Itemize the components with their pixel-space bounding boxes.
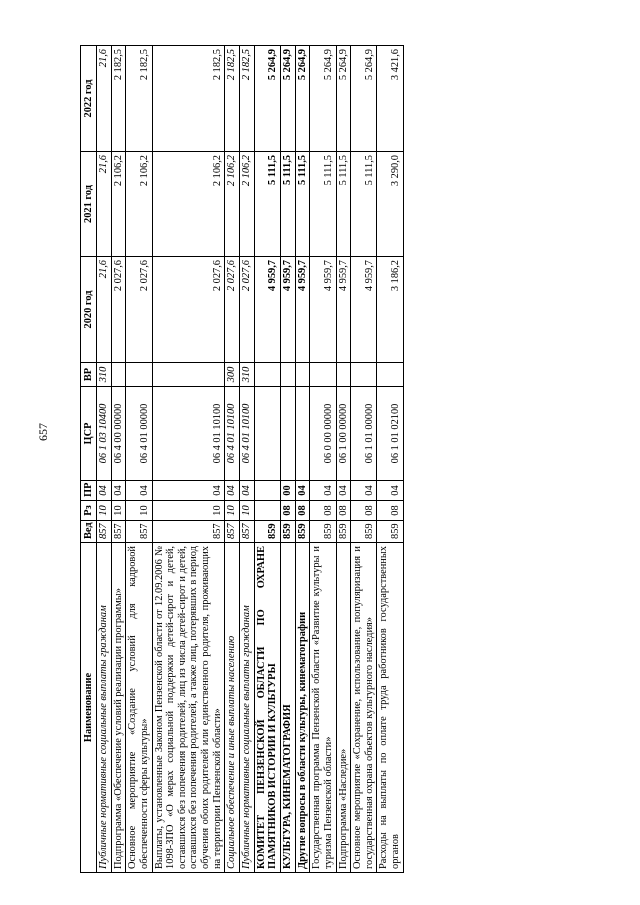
- table-header-row: [81, 46, 97, 873]
- cell-rz: 10: [225, 501, 240, 521]
- cell-name: Основное мероприятие «Сохранение, использование, популяризация и государственная охрана объектов культурного наследия»: [351, 543, 377, 873]
- cell-csr: [280, 387, 295, 481]
- header-ved: Вед: [81, 521, 97, 543]
- cell-ved: 857: [152, 521, 225, 543]
- cell-2022: 5 264,9: [336, 46, 351, 152]
- cell-ved: 859: [351, 521, 377, 543]
- cell-2022: 2 182,5: [225, 46, 240, 152]
- cell-csr: 06 4 01 10100: [152, 387, 225, 481]
- cell-vr: [126, 363, 152, 387]
- header-name: Наименование: [81, 543, 97, 873]
- cell-name: Подпрограмма «Обеспечение условий реализации программы»: [111, 543, 126, 873]
- cell-ved: 857: [240, 521, 255, 543]
- cell-name: Публичные нормативные социальные выплаты гражданам: [240, 543, 255, 873]
- cell-2020: 21,6: [97, 257, 112, 363]
- cell-2021: 2 106,2: [225, 152, 240, 257]
- table-body: [97, 46, 404, 873]
- cell-2022: 2 182,5: [152, 46, 225, 152]
- table-row: [351, 46, 377, 873]
- header-pr: ПР: [81, 481, 97, 501]
- cell-2021: 5 111,5: [254, 152, 280, 257]
- budget-table: [80, 45, 404, 873]
- cell-2022: 5 264,9: [280, 46, 295, 152]
- table-row: [280, 46, 295, 873]
- cell-pr: 04: [310, 481, 336, 501]
- cell-rz: 08: [351, 501, 377, 521]
- table-row: [152, 46, 225, 873]
- cell-2020: 4 959,7: [310, 257, 336, 363]
- cell-ved: 859: [336, 521, 351, 543]
- cell-2022: 5 264,9: [310, 46, 336, 152]
- cell-2021: 5 111,5: [280, 152, 295, 257]
- table-row: [310, 46, 336, 873]
- cell-rz: 10: [240, 501, 255, 521]
- cell-vr: [295, 363, 310, 387]
- cell-name: Основное мероприятие «Создание условий для кадровой обеспеченности сферы культуры»: [126, 543, 152, 873]
- cell-ved: 859: [295, 521, 310, 543]
- cell-pr: 04: [351, 481, 377, 501]
- cell-rz: 10: [97, 501, 112, 521]
- cell-2020: 2 027,6: [240, 257, 255, 363]
- cell-2021: 3 290,0: [377, 152, 403, 257]
- cell-2021: 5 111,5: [351, 152, 377, 257]
- cell-csr: 06 4 01 10100: [240, 387, 255, 481]
- header-2020: 2020 год: [81, 257, 97, 363]
- cell-2020: 4 959,7: [336, 257, 351, 363]
- cell-pr: 04: [97, 481, 112, 501]
- cell-2022: 21,6: [97, 46, 112, 152]
- cell-name: Социальное обеспечение и иные выплаты населению: [225, 543, 240, 873]
- cell-pr: [254, 481, 280, 501]
- cell-pr: 04: [377, 481, 403, 501]
- cell-vr: [280, 363, 295, 387]
- cell-2020: 4 959,7: [295, 257, 310, 363]
- cell-csr: 06 1 00 00000: [336, 387, 351, 481]
- cell-2022: 2 182,5: [240, 46, 255, 152]
- cell-name: Другие вопросы в области культуры, кинематографии: [295, 543, 310, 873]
- cell-2021: 5 111,5: [336, 152, 351, 257]
- cell-rz: 08: [310, 501, 336, 521]
- cell-vr: [152, 363, 225, 387]
- cell-rz: [254, 501, 280, 521]
- cell-pr: 04: [152, 481, 225, 501]
- header-vr: ВР: [81, 363, 97, 387]
- cell-ved: 857: [97, 521, 112, 543]
- cell-2022: 2 182,5: [126, 46, 152, 152]
- header-csr: ЦСР: [81, 387, 97, 481]
- cell-csr: 06 1 03 10400: [97, 387, 112, 481]
- cell-csr: 06 4 01 10100: [225, 387, 240, 481]
- cell-csr: 06 1 01 00000: [351, 387, 377, 481]
- cell-2022: 2 182,5: [111, 46, 126, 152]
- cell-ved: 859: [280, 521, 295, 543]
- cell-pr: 04: [111, 481, 126, 501]
- cell-pr: 04: [225, 481, 240, 501]
- cell-2021: 5 111,5: [295, 152, 310, 257]
- cell-rz: 10: [152, 501, 225, 521]
- rotated-page: [80, 46, 560, 873]
- cell-rz: 08: [336, 501, 351, 521]
- table-row: [336, 46, 351, 873]
- cell-ved: 859: [254, 521, 280, 543]
- cell-2021: 21,6: [97, 152, 112, 257]
- cell-rz: 08: [280, 501, 295, 521]
- table-row: [225, 46, 240, 873]
- cell-pr: 04: [126, 481, 152, 501]
- cell-pr: 00: [280, 481, 295, 501]
- cell-rz: 10: [111, 501, 126, 521]
- cell-2020: 2 027,6: [225, 257, 240, 363]
- cell-ved: 859: [377, 521, 403, 543]
- cell-name: Государственная программа Пензенской области «Развитие культуры и туризма Пензенской области»: [310, 543, 336, 873]
- cell-csr: 06 1 01 02100: [377, 387, 403, 481]
- cell-csr: 06 4 01 00000: [126, 387, 152, 481]
- page-number: 657: [36, 423, 50, 441]
- cell-2021: 2 106,2: [126, 152, 152, 257]
- cell-2022: 3 421,6: [377, 46, 403, 152]
- cell-2021: 2 106,2: [111, 152, 126, 257]
- cell-2020: 2 027,6: [152, 257, 225, 363]
- cell-vr: [111, 363, 126, 387]
- cell-2022: 5 264,9: [295, 46, 310, 152]
- header-2021: 2021 год: [81, 152, 97, 257]
- cell-pr: 04: [295, 481, 310, 501]
- cell-rz: 08: [295, 501, 310, 521]
- cell-2020: 4 959,7: [280, 257, 295, 363]
- cell-vr: 310: [240, 363, 255, 387]
- cell-vr: [336, 363, 351, 387]
- cell-vr: 310: [97, 363, 112, 387]
- cell-2021: 2 106,2: [152, 152, 225, 257]
- cell-vr: [351, 363, 377, 387]
- cell-rz: 10: [126, 501, 152, 521]
- cell-pr: 04: [240, 481, 255, 501]
- cell-csr: [295, 387, 310, 481]
- table-row: [240, 46, 255, 873]
- table-row: [111, 46, 126, 873]
- cell-2022: 5 264,9: [351, 46, 377, 152]
- table-row: [126, 46, 152, 873]
- cell-ved: 857: [126, 521, 152, 543]
- table-row: [377, 46, 403, 873]
- cell-vr: 300: [225, 363, 240, 387]
- cell-name: КОМИТЕТ ПЕНЗЕНСКОЙ ОБЛАСТИ ПО ОХРАНЕ ПАМЯТНИКОВ ИСТОРИИ И КУЛЬТУРЫ: [254, 543, 280, 873]
- cell-rz: 08: [377, 501, 403, 521]
- cell-2021: 5 111,5: [310, 152, 336, 257]
- cell-csr: 06 0 00 00000: [310, 387, 336, 481]
- cell-2020: 4 959,7: [351, 257, 377, 363]
- cell-name: Подпрограмма «Наследие»: [336, 543, 351, 873]
- cell-2020: 3 186,2: [377, 257, 403, 363]
- cell-vr: [377, 363, 403, 387]
- table-row: [97, 46, 112, 873]
- cell-2022: 5 264,9: [254, 46, 280, 152]
- cell-vr: [310, 363, 336, 387]
- header-rz: Рз: [81, 501, 97, 521]
- cell-ved: 859: [310, 521, 336, 543]
- cell-ved: 857: [111, 521, 126, 543]
- cell-name: КУЛЬТУРА, КИНЕМАТОГРАФИЯ: [280, 543, 295, 873]
- table-row: [295, 46, 310, 873]
- cell-name: Выплаты, установленные Законом Пензенской области от 12.09.2006 № 1098-ЗПО «О мерах социальной поддержки детей-сирот и детей, оставшихся без попечения родителей, лиц из числа детей-сирот и детей, оставшихся без попечения родителей, а также лиц, потерявших в период обучения обоих родителей или единственного родителя, проживающих на территории Пензенской области»: [152, 543, 225, 873]
- table-row: [254, 46, 280, 873]
- cell-csr: 06 4 00 00000: [111, 387, 126, 481]
- header-2022: 2022 год: [81, 46, 97, 152]
- cell-name: Публичные нормативные социальные выплаты гражданам: [97, 543, 112, 873]
- cell-2021: 2 106,2: [240, 152, 255, 257]
- cell-pr: 04: [336, 481, 351, 501]
- cell-2020: 2 027,6: [111, 257, 126, 363]
- cell-name: Расходы на выплаты по оплате труда работников государственных органов: [377, 543, 403, 873]
- cell-2020: 4 959,7: [254, 257, 280, 363]
- cell-csr: [254, 387, 280, 481]
- cell-2020: 2 027,6: [126, 257, 152, 363]
- cell-ved: 857: [225, 521, 240, 543]
- cell-vr: [254, 363, 280, 387]
